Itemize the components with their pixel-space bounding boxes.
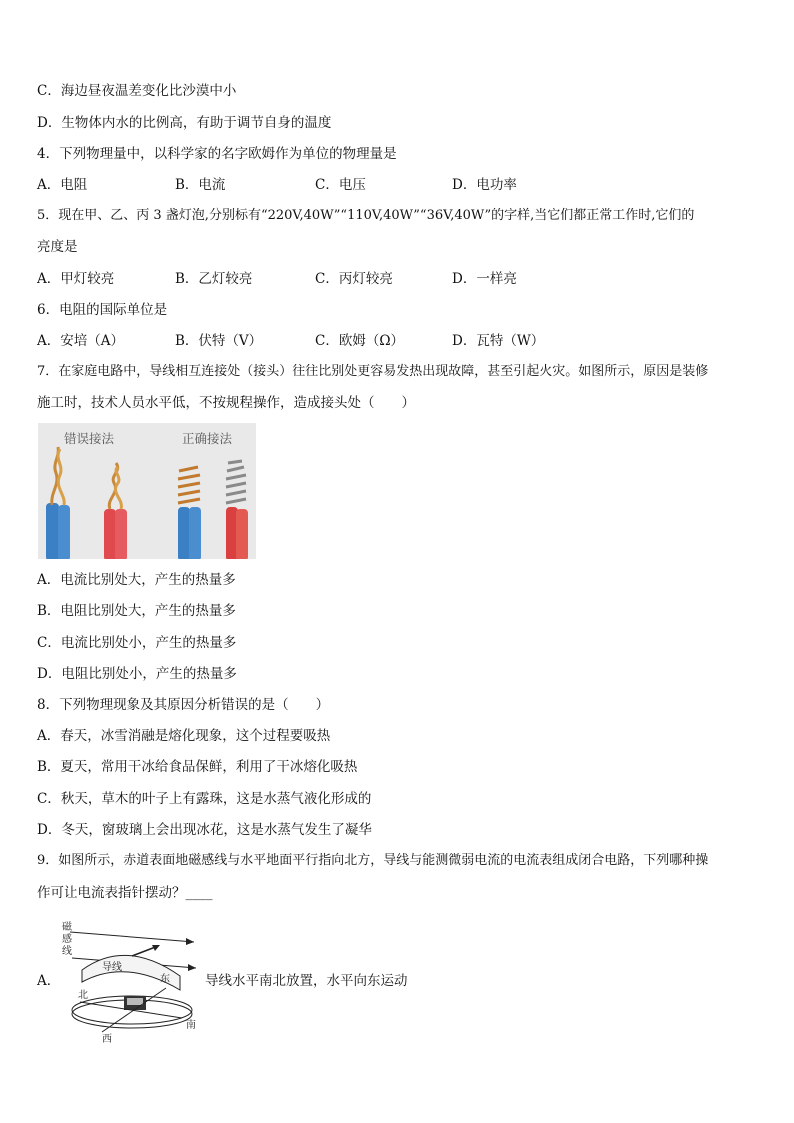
q5-option-c: C．丙灯较亮 <box>315 271 393 287</box>
q7-option-a: A．电流比别处大，产生的热量多 <box>37 572 236 588</box>
direction-east: 东 <box>160 974 170 985</box>
field-label-3: 线 <box>62 946 72 957</box>
q6-stem: 6．电阻的国际单位是 <box>37 302 168 318</box>
magnetic-field-figure <box>62 918 202 1043</box>
photo-label-wrong: 错误接法 <box>64 431 115 446</box>
q5-option-a: A．甲灯较亮 <box>37 271 115 287</box>
q8-option-b: B．夏天，常用干冰给食品保鲜，利用了干冰熔化吸热 <box>37 759 358 775</box>
q6-option-a: A．安培（A） <box>37 333 124 349</box>
q4-option-c: C．电压 <box>315 177 366 193</box>
direction-north: 北 <box>78 990 88 1001</box>
field-label-2: 感 <box>62 934 72 945</box>
q4-option-a: A．电阻 <box>37 177 88 193</box>
q4-stem: 4．下列物理量中，以科学家的名字欧姆作为单位的物理量是 <box>37 146 397 162</box>
direction-south: 南 <box>186 1020 196 1031</box>
q7-option-c: C．电流比别处小，产生的热量多 <box>37 635 237 651</box>
q9-stem-line2: 作可让电流表指针摆动？____ <box>37 885 213 901</box>
q3-option-d: D．生物体内水的比例高，有助于调节自身的温度 <box>37 115 332 131</box>
q7-stem-line2: 施工时，技术人员水平低，不按规程操作，造成接头处（ ） <box>37 395 415 411</box>
q8-option-c: C．秋天，草木的叶子上有露珠，这是水蒸气液化形成的 <box>37 791 372 807</box>
q5-stem-line2: 亮度是 <box>37 239 78 255</box>
q7-stem-line1: 7．在家庭电路中，导线相互连接处（接头）往往比别处更容易发热出现故障，甚至引起火灾。如图所示，原因是装修 <box>37 364 709 379</box>
photo-label-right: 正确接法 <box>182 431 233 446</box>
q4-option-b: B．电流 <box>175 177 226 193</box>
q6-option-d: D．瓦特（W） <box>452 333 545 349</box>
wire-joint-photo <box>38 423 256 559</box>
direction-west: 西 <box>102 1034 112 1043</box>
q9-option-a-text: 导线水平南北放置，水平向东运动 <box>205 973 408 989</box>
q9-stem-line1: 9．如图所示，赤道表面地磁感线与水平地面平行指向北方，导线与能测微弱电流的电流表组成闭合电路，下列哪种操 <box>37 853 709 868</box>
q6-option-c: C．欧姆（Ω） <box>315 333 405 349</box>
q8-stem: 8．下列物理现象及其原因分析错误的是（ ） <box>37 697 330 713</box>
q7-option-b: B．电阻比别处大，产生的热量多 <box>37 603 236 619</box>
wire-label: 导线 <box>102 962 122 973</box>
q6-option-b: B．伏特（V） <box>175 333 263 349</box>
q4-option-d: D．电功率 <box>452 177 517 193</box>
q8-option-a: A．春天，冰雪消融是熔化现象，这个过程要吸热 <box>37 728 331 744</box>
q5-stem-line1: 5．现在甲、乙、丙 3 盏灯泡,分别标有“220V,40W”“110V,40W”“36V,40W”的字样,当它们都正常工作时,它们的 <box>37 208 695 223</box>
q9-option-a-label: A． <box>37 973 61 989</box>
q5-option-d: D．一样亮 <box>452 271 517 287</box>
q3-option-c: C．海边昼夜温差变化比沙漠中小 <box>37 83 237 99</box>
q7-option-d: D．电阻比别处小，产生的热量多 <box>37 666 237 682</box>
q5-option-b: B．乙灯较亮 <box>175 271 253 287</box>
q8-option-d: D．冬天，窗玻璃上会出现冰花，这是水蒸气发生了凝华 <box>37 822 372 838</box>
field-label-1: 磁 <box>62 922 72 933</box>
